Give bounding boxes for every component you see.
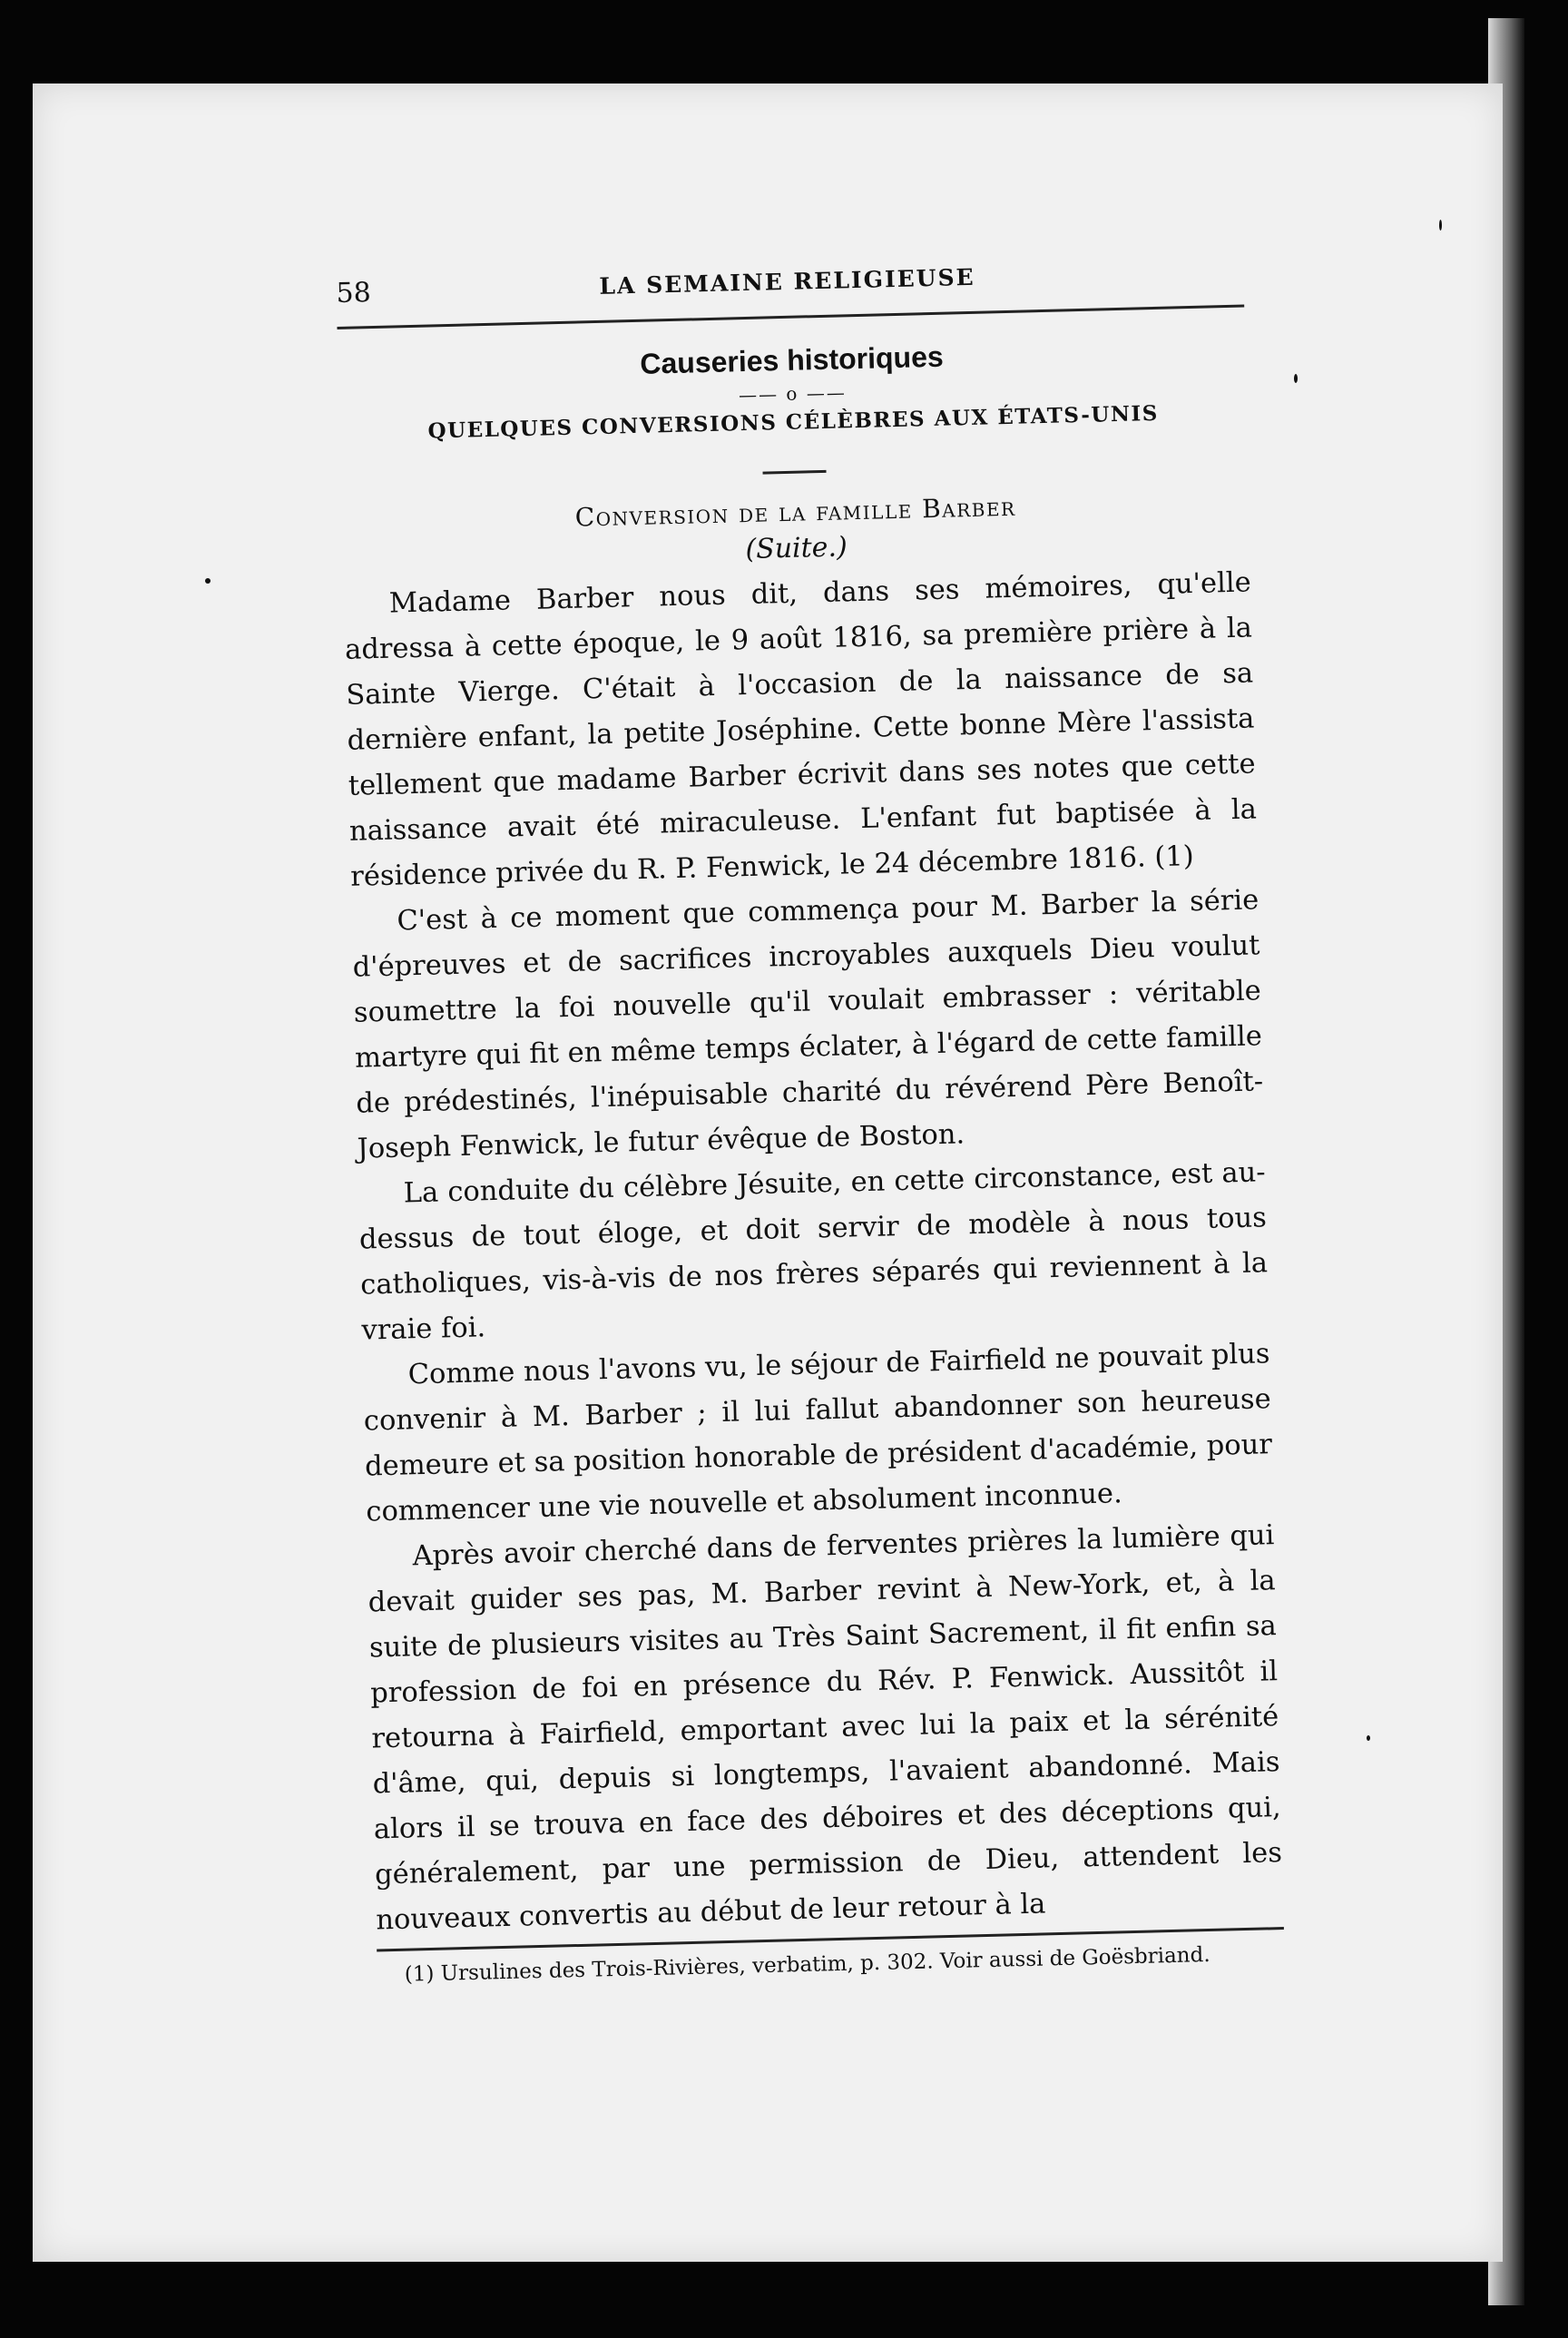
running-title: LA SEMAINE RELIGIEUSE: [599, 263, 975, 300]
article-body: [343, 560, 1283, 1943]
section-title: Causeries historiques: [639, 339, 945, 380]
paragraph: C'est à ce moment que commença pour M. Barber la série d'épreuves et de sacrifices incroyables auxquels Dieu voulut soumettre la foi nouvelle qu'il voulait embrasser : véritable martyre qui fit en même temps éclater, à l'égard de cette famille de prédestinés, l'inépuisable charité du révérend Père Benoît-Joseph Fenwick, le futur évêque de Boston.: [352, 884, 1264, 1165]
title-rule: [763, 470, 827, 475]
paragraph: Après avoir cherché dans de ferventes prières la lumière qui devait guider ses pas, M. Barber revint à New-York, et, à la suite de plusieurs visites au Très Saint Sacrement, il fit enfin sa profession de foi en présence du Rév. P. Fenwick. Aussitôt il retourna à Fairfield, emportant avec lui la paix et la sérénité d'âme, qui, depuis si longtemps, l'avaient abandonné. Mais alors il se trouva en face des déboires et des déceptions qui, généralement, par une permission de Dieu, attendent les nouveaux convertis au début de leur retour à la: [368, 1519, 1283, 1937]
page-number: 58: [336, 277, 372, 309]
page-content: [336, 250, 1285, 1990]
paragraph: Comme nous l'avons vu, le séjour de Fairfield ne pouvait plus convenir à M. Barber ; il lui fallut abandonner son heureuse demeure et sa position honorable de président d'académie, pour commencer une vie nouvelle et absolument inconnue.: [363, 1338, 1273, 1528]
paragraph: La conduite du célèbre Jésuite, en cette circonstance, est au-dessus de tout éloge, et doit servir de modèle à nous tous catholiques, vis-à-vis de nos frères séparés qui reviennent à la vraie foi.: [358, 1156, 1269, 1347]
chapter-continuation: (Suite.): [745, 531, 848, 566]
footnote: (1) Ursulines des Trois-Rivières, verbatim, p. 302. Voir aussi de Goësbriand.: [404, 1943, 1210, 1987]
series-title: QUELQUES CONVERSIONS CÉLÈBRES AUX ÉTATS-UNIS: [427, 400, 1160, 444]
chapter-title: Conversion de la famille Barber: [574, 491, 1016, 533]
section-separator: —— o ——: [738, 381, 848, 407]
paragraph: Madame Barber nous dit, dans ses mémoires, qu'elle adressa à cette époque, le 9 août 1816, sa première prière à la Sainte Vierge. C'était à l'occasion de la naissance de sa dernière enfant, la petite Joséphine. Cette bonne Mère l'assista tellement que madame Barber écrivit dans ses notes que cette naissance avait été miraculeuse. L'enfant fut baptisée à la résidence privée du R. P. Fenwick, le 24 décembre 1816. (1): [344, 566, 1258, 893]
